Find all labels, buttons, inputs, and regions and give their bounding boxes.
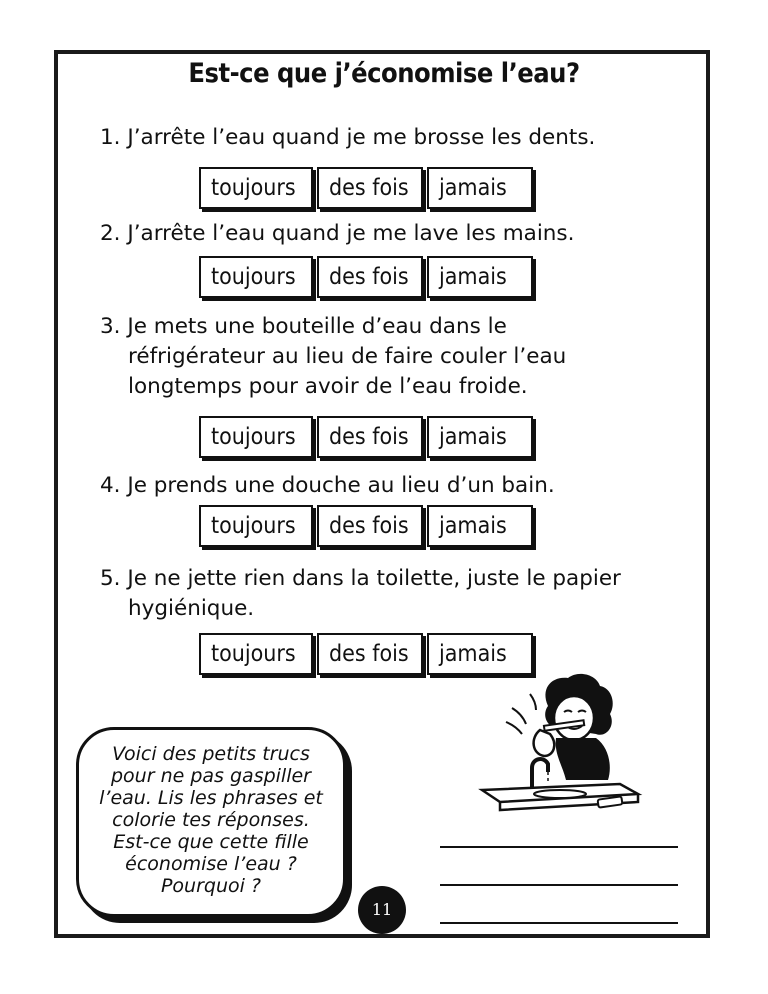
question-text: J’arrête l’eau quand je me lave les mains.	[127, 221, 575, 246]
answer-line-2[interactable]	[440, 884, 678, 886]
question-number: 5.	[100, 566, 121, 591]
option-jamais[interactable]: jamais	[427, 167, 533, 209]
option-toujours[interactable]: toujours	[199, 256, 313, 298]
option-jamais[interactable]: jamais	[427, 505, 533, 547]
question-2	[100, 219, 574, 249]
option-toujours[interactable]: toujours	[199, 416, 313, 458]
option-des-fois[interactable]: des fois	[317, 505, 423, 547]
question-text-cont: longtemps pour avoir de l’eau froide.	[128, 374, 528, 399]
question-text: Je ne jette rien dans la toilette, juste le papier	[127, 566, 621, 591]
instruction-text	[76, 743, 346, 897]
option-toujours[interactable]: toujours	[199, 167, 313, 209]
question-text: J’arrête l’eau quand je me brosse les dents.	[127, 125, 596, 150]
option-toujours[interactable]: toujours	[199, 505, 313, 547]
question-number: 4.	[100, 473, 121, 498]
question-4	[100, 471, 555, 501]
option-des-fois[interactable]: des fois	[317, 256, 423, 298]
question-5	[100, 564, 621, 624]
option-des-fois[interactable]: des fois	[317, 416, 423, 458]
instruction-line: Pourquoi ?	[160, 875, 262, 897]
question-number: 3.	[100, 314, 121, 339]
instruction-line: Est-ce que cette fille	[113, 831, 309, 853]
instruction-line: l’eau. Lis les phrases et	[99, 787, 323, 809]
answer-line-1[interactable]	[440, 846, 678, 848]
instruction-line: Voici des petits trucs	[112, 743, 310, 765]
option-jamais[interactable]: jamais	[427, 416, 533, 458]
page-title: Est-ce que j’économise l’eau?	[188, 58, 580, 89]
question-3	[100, 312, 566, 402]
page-number: 11	[358, 886, 406, 934]
question-text: Je mets une bouteille d’eau dans le	[127, 314, 507, 339]
question-text: Je prends une douche au lieu d’un bain.	[127, 473, 555, 498]
option-des-fois[interactable]: des fois	[317, 633, 423, 675]
question-text-cont: hygiénique.	[128, 596, 255, 621]
question-number: 1.	[100, 125, 121, 150]
instruction-line: colorie tes réponses.	[112, 809, 310, 831]
option-jamais[interactable]: jamais	[427, 256, 533, 298]
question-number: 2.	[100, 221, 121, 246]
option-jamais[interactable]: jamais	[427, 633, 533, 675]
girl-brushing-teeth-icon	[470, 668, 650, 818]
instruction-line: économise l’eau ?	[125, 853, 297, 875]
option-des-fois[interactable]: des fois	[317, 167, 423, 209]
option-toujours[interactable]: toujours	[199, 633, 313, 675]
answer-line-3[interactable]	[440, 922, 678, 924]
question-text-cont: réfrigérateur au lieu de faire couler l’eau	[128, 344, 567, 369]
question-1	[100, 123, 595, 153]
instruction-line: pour ne pas gaspiller	[111, 765, 311, 787]
